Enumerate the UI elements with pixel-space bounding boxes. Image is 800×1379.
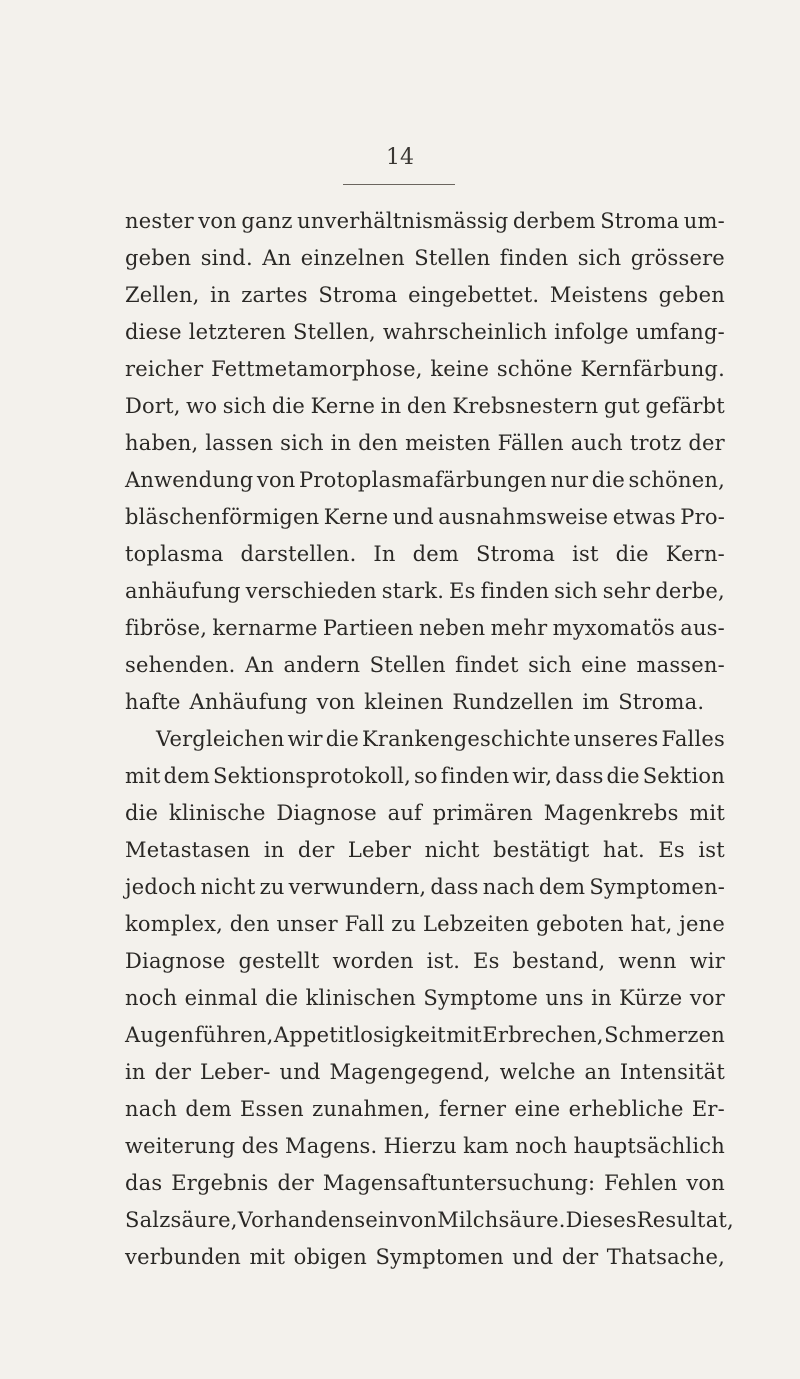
word: andern [283,653,361,677]
page-number-rule [343,184,455,185]
word: dem [163,764,211,788]
word: Krebsnestern [452,394,599,418]
word: schöne [496,357,573,381]
word: bestand, [512,949,606,973]
word: den [229,912,270,936]
word: Stellen, [293,320,376,344]
word: gefärbt [645,394,725,418]
word: myxomatös [552,616,675,640]
word: Magens. [285,1134,378,1158]
word: Intensität [619,1060,725,1084]
word: von [316,690,356,714]
word: uns [545,986,584,1010]
text-line [125,573,725,610]
word: und [392,505,434,529]
word: von [686,1171,725,1195]
word: zu [391,912,417,936]
word: eine [514,1097,561,1121]
word: nester [125,209,194,233]
word: primären [432,801,533,825]
text-line [125,314,725,351]
word: findet [455,653,519,677]
word: in [210,283,231,307]
word: sich [280,431,324,455]
word: nur [550,468,589,492]
word: Magenkrebs [543,801,679,825]
word: fibröse, [125,616,208,640]
word: Schmerzen [604,1023,725,1047]
word: geboten [536,912,624,936]
text-line [125,980,725,1017]
word: erhebliche [568,1097,684,1121]
word: sich [577,246,622,270]
word: Salzsäure, [125,1208,238,1232]
word: Diagnose [125,949,226,973]
word: und [279,1060,321,1084]
word: worden [332,949,414,973]
text-line [125,610,725,647]
word: in [125,1060,146,1084]
word: gut [603,394,640,418]
word: stark. [381,579,445,603]
word: grössere [630,246,725,270]
word: Anwendung [125,468,254,492]
word: Anhäufung [189,690,308,714]
word: klinischen [305,986,416,1010]
word: vor [689,986,725,1010]
word: so [413,764,438,788]
word: Symptomen- [589,875,725,899]
word: die [591,468,625,492]
word: darstellen. [240,542,357,566]
text-line [125,869,725,906]
word: Sektionsprotokoll, [213,764,411,788]
word: mit [125,764,161,788]
word: diese [125,320,182,344]
word: des [241,1134,279,1158]
word: An [245,653,275,677]
word: die [606,764,640,788]
text-line [125,906,725,943]
word: dem [538,875,586,899]
word: keine [430,357,490,381]
word: noch [515,1134,568,1158]
word: Er- [691,1097,725,1121]
text-line [125,721,725,758]
word: ist [698,838,725,862]
word: jedoch [125,875,197,899]
text-line [125,203,725,240]
word: von [198,209,237,233]
word: massen- [636,653,725,677]
word: um- [683,209,725,233]
word: von [398,1208,438,1232]
word: Fehlen [604,1171,678,1195]
word: Ergebnis [171,1171,269,1195]
word: Kürze [619,986,683,1010]
word: eine [581,653,628,677]
word: in [380,394,402,418]
word: Rundzellen [452,690,574,714]
word: Es [449,579,476,603]
word: Kerne [310,394,376,418]
word: hafte [125,690,181,714]
word: Stroma [475,542,556,566]
word: mehr [490,616,548,640]
word: Vorhandensein [237,1208,399,1232]
word: Augen [125,1023,195,1047]
word: zunahmen, [312,1097,431,1121]
word: infolge [554,320,629,344]
word: von [256,468,296,492]
word: nicht [424,838,480,862]
word: letzteren [188,320,287,344]
word: jene [679,912,725,936]
word: im [582,690,610,714]
word: Es [658,838,685,862]
word: Zellen, [125,283,200,307]
word: zartes [241,283,308,307]
word: hat. [602,838,645,862]
text-line [125,758,725,795]
word: Dort, [125,394,181,418]
word: sehenden. [125,653,236,677]
word: kernarme [212,616,318,640]
word: der [297,838,335,862]
word: kleinen [364,690,444,714]
text-line [125,1165,725,1202]
word: wir [287,727,323,751]
word: mit [446,1023,482,1047]
word: weiterung [125,1134,236,1158]
word: verschieden [245,579,377,603]
word: Meistens [549,283,649,307]
text-line [125,1017,725,1054]
word: ausnahmsweise [438,505,609,529]
word: Thatsache, [606,1245,725,1269]
text-line [125,1239,725,1276]
word: der [561,1245,599,1269]
word: auf [387,801,423,825]
word: Symptomen [375,1245,504,1269]
word: dem [185,1097,232,1121]
word: Falles [661,727,725,751]
word: wahrscheinlich [382,320,548,344]
word: komplex, [125,912,223,936]
word: finden [499,246,569,270]
word: In [373,542,396,566]
word: Partieen [322,616,414,640]
word: Symptome [423,986,538,1010]
word: die [615,542,649,566]
text-line [125,1128,725,1165]
text-line [125,1091,725,1128]
text-line [125,536,725,573]
word: in [591,986,612,1010]
word: Kern- [665,542,725,566]
word: kam [463,1134,509,1158]
word: Magengegend, [329,1060,491,1084]
word: das [125,1171,163,1195]
word: welche [499,1060,576,1084]
word: An [262,246,292,270]
word: Essen [240,1097,304,1121]
word: hauptsächlich [573,1134,725,1158]
word: trotz [629,431,682,455]
word: Stroma [600,209,680,233]
word: Hierzu [383,1134,457,1158]
word: nach [482,875,535,899]
word: ganz [241,209,293,233]
word: Fettmetamorphose, [211,357,423,381]
word: auch [570,431,623,455]
word: die [271,394,306,418]
word: Stroma. [618,690,705,714]
text-line [125,462,725,499]
word: Diagnose [276,801,377,825]
text-line [125,1054,725,1091]
word: geben [125,246,192,270]
word: mit [689,801,725,825]
word: die [325,727,359,751]
word: führen, [194,1023,274,1047]
page-number: 14 [386,145,414,170]
word: reicher [125,357,204,381]
word: derbem [512,209,596,233]
text-line [125,684,725,721]
word: Metastasen [125,838,251,862]
word: sehr [602,579,651,603]
word: sich [554,579,598,603]
word: gestellt [238,949,320,973]
word: Pro- [680,505,725,529]
text-line [125,499,725,536]
word: verbunden [125,1245,242,1269]
text-line [125,388,725,425]
word: schönen, [628,468,725,492]
word: ferner [438,1097,507,1121]
word: derbe, [655,579,725,603]
word: ist. [426,949,461,973]
word: dass [555,764,604,788]
word: dass [430,875,479,899]
body-text [125,203,734,1276]
word: wo [186,394,218,418]
word: haben, [125,431,199,455]
word: umfang- [635,320,725,344]
word: in [263,838,285,862]
text-line [125,425,725,462]
word: wenn [618,949,677,973]
word: Kernfärbung. [580,357,725,381]
word: Resultat, [636,1208,734,1232]
word: sich [528,653,572,677]
word: ist [572,542,599,566]
word: verwundern, [288,875,427,899]
word: Dieses [565,1208,637,1232]
word: Appetitlosigkeit [273,1023,446,1047]
word: in [330,431,352,455]
text-line [125,1202,734,1239]
word: Protoplasmafärbungen [299,468,548,492]
word: toplasma [125,542,224,566]
word: der [688,431,725,455]
word: finden [480,579,550,603]
text-line [125,647,725,684]
word: eingebettet. [408,283,540,307]
word: Leber [347,838,412,862]
word: mit [249,1245,286,1269]
word: meisten [405,431,491,455]
text-line [125,351,725,388]
word: einzelnen [300,246,405,270]
word: die [125,801,159,825]
word: Kerne [323,505,389,529]
word: finden [440,764,510,788]
word: nicht [200,875,256,899]
word: neben [419,616,486,640]
word: wir [689,949,725,973]
word: obigen [293,1245,368,1269]
word: Milchsäure. [437,1208,566,1232]
text-line [125,240,725,277]
word: unser [276,912,338,936]
word: anhäufung [125,579,241,603]
word: klinische [168,801,266,825]
word: wir, [512,764,553,788]
word: Vergleichen [156,727,285,751]
text-line [125,943,725,980]
word: an [584,1060,611,1084]
word: die [265,986,299,1010]
word: geben [658,283,725,307]
word: der [154,1060,192,1084]
word: Sektion [642,764,725,788]
word: Erbrechen, [482,1023,604,1047]
text-line [125,832,725,869]
word: bläschenförmigen [125,505,320,529]
word: unseres [573,727,659,751]
word: der [277,1171,314,1195]
text-line [125,277,725,314]
word: Magensaftuntersuchung: [322,1171,596,1195]
word: unverhältnismässig [297,209,509,233]
word: noch [125,986,178,1010]
word: Lebzeiten [423,912,530,936]
word: etwas [612,505,676,529]
word: Krankengeschichte [361,727,571,751]
word: den [358,431,399,455]
word: Es [473,949,500,973]
word: Fall [344,912,385,936]
word: Stellen [414,246,491,270]
word: aus- [680,616,725,640]
text-line [125,795,725,832]
word: Leber- [199,1060,271,1084]
word: lassen [205,431,274,455]
word: nach [125,1097,178,1121]
word: einmal [184,986,258,1010]
word: bestätigt [493,838,590,862]
word: sind. [200,246,253,270]
word: dem [412,542,460,566]
word: sich [222,394,267,418]
word: hat, [630,912,673,936]
word: Stellen [369,653,446,677]
word: Stroma [318,283,398,307]
word: zu [259,875,285,899]
word: den [406,394,447,418]
word: und [512,1245,554,1269]
word: Fällen [497,431,564,455]
